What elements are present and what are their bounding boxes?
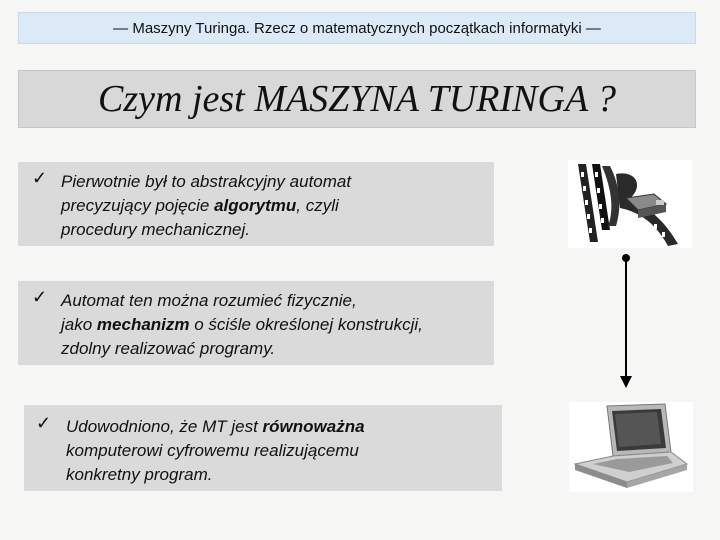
header-dash-right: — — [585, 19, 601, 37]
point-3-line-3: konkretny program. — [66, 465, 213, 484]
point-text-1 — [61, 170, 491, 242]
point-1-line-2: precyzujący pojęcie — [61, 196, 215, 215]
point-panel-2 — [18, 281, 494, 365]
double-arrow-icon — [614, 250, 638, 394]
laptop-icon — [569, 402, 693, 492]
presentation-header — [18, 12, 696, 44]
point-text-3 — [66, 415, 496, 487]
point-text-2 — [61, 289, 491, 361]
point-1-line-2-end: , czyli — [296, 196, 339, 215]
check-icon: ✓ — [32, 168, 48, 188]
point-3-keyword: równoważna — [262, 417, 365, 436]
slide-title-box — [18, 70, 696, 128]
check-icon: ✓ — [36, 413, 52, 433]
point-1-line-1: Pierwotnie był to abstrakcyjny automat — [61, 172, 352, 191]
point-2-line-2-end: o ściśle określonej konstrukcji, — [189, 315, 423, 334]
point-2-line-2: jako — [61, 315, 97, 334]
slide-title: Czym jest MASZYNA TURINGA ? — [98, 78, 616, 120]
point-2-line-3: zdolny realizować programy. — [61, 339, 276, 358]
header-title: Maszyny Turinga. Rzecz o matematycznych początkach informatyki — [132, 19, 582, 37]
point-3-line-2: komputerowi cyfrowemu realizującemu — [66, 441, 359, 460]
point-1-line-3: procedury mechanicznej. — [61, 220, 250, 239]
point-2-line-1: Automat ten można rozumieć fizycznie, — [61, 291, 357, 310]
point-2-keyword: mechanizm — [96, 315, 190, 334]
film-tape-icon — [568, 160, 692, 248]
point-panel-1 — [18, 162, 494, 246]
check-icon: ✓ — [32, 287, 48, 307]
point-panel-3 — [24, 405, 502, 491]
point-3-line-1: Udowodniono, że MT jest — [66, 417, 263, 436]
point-1-keyword: algorytmu — [214, 196, 297, 215]
header-dash-left: — — [113, 19, 129, 37]
